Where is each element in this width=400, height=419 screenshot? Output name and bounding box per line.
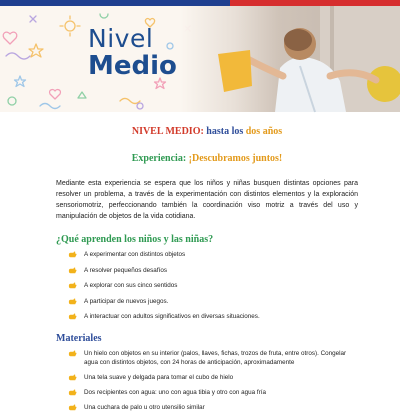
- document-body: [56, 120, 358, 419]
- pointing-hand-icon: [68, 297, 77, 306]
- learn-list: [56, 251, 358, 321]
- list-item: [68, 267, 358, 275]
- list-item: [68, 282, 358, 290]
- list-item: [68, 350, 358, 367]
- level-label: NIVEL MEDIO:: [131, 126, 204, 137]
- materials-list: [56, 350, 358, 412]
- pointing-hand-icon: [68, 266, 77, 275]
- list-item-text: A participar de nuevos juegos.: [84, 297, 169, 305]
- list-item-text: Una tela suave y delgada para tomar el cubo de hielo: [84, 373, 234, 381]
- pointing-hand-icon: [68, 349, 77, 358]
- materials-section-title: Materiales: [56, 333, 102, 344]
- level-age: dos años: [245, 126, 283, 137]
- list-item: [68, 404, 358, 413]
- list-item: [68, 389, 358, 398]
- child-photo-illustration: [180, 6, 400, 112]
- experience-heading: [56, 153, 358, 164]
- pointing-hand-icon: [68, 281, 77, 290]
- child-photo: [180, 6, 400, 112]
- list-item: [68, 374, 358, 383]
- banner-title-line2: Medio: [88, 51, 177, 81]
- level-heading: [56, 126, 358, 137]
- banner-title-line1: Nivel: [88, 24, 154, 53]
- list-item-text: A explorar con sus cinco sentidos: [84, 282, 178, 289]
- list-item-text: Una cuchara de palo u otro utensilio similar: [84, 403, 205, 411]
- pointing-hand-icon: [68, 403, 77, 412]
- list-item-text: A resolver pequeños desafíos: [84, 266, 167, 274]
- list-item-text: Dos recipientes con agua: uno con agua tibia y otro con agua fría: [84, 388, 267, 396]
- list-item-text: A interactuar con adultos significativos en diversas situaciones.: [84, 313, 260, 320]
- list-item: [68, 298, 358, 306]
- pointing-hand-icon: [68, 388, 77, 397]
- banner-title: [88, 26, 177, 79]
- pointing-hand-icon: [68, 312, 77, 321]
- list-item: [68, 251, 358, 259]
- level-until: hasta los: [206, 126, 244, 137]
- pointing-hand-icon: [68, 250, 77, 259]
- experience-name: ¡Descubramos juntos!: [188, 153, 283, 164]
- list-item: [68, 313, 358, 321]
- header-banner: [0, 0, 400, 112]
- learn-section-title: ¿Qué aprenden los niños y las niñas?: [56, 234, 214, 245]
- pointing-hand-icon: [68, 373, 77, 382]
- list-item-text: A experimentar con distintos objetos: [84, 251, 186, 258]
- experience-label: Experiencia:: [131, 153, 187, 164]
- list-item-text: Un hielo con objetos en su interior (palos, llaves, fichas, trozos de fruta, entre otros). Congelar agua con distintos objetos, con 24 horas de anticipación, aproximadamente: [84, 350, 347, 366]
- intro-paragraph: Mediante esta experiencia se espera que los niños y niñas busquen distintas opciones para resolver un problema, a través de la experimentación con distintos elementos y la exploración sensoriomotriz, perfeccionando también la coordinación viso motriz a través del uso y manipulación de objetos de la vida cotidiana.: [56, 180, 358, 220]
